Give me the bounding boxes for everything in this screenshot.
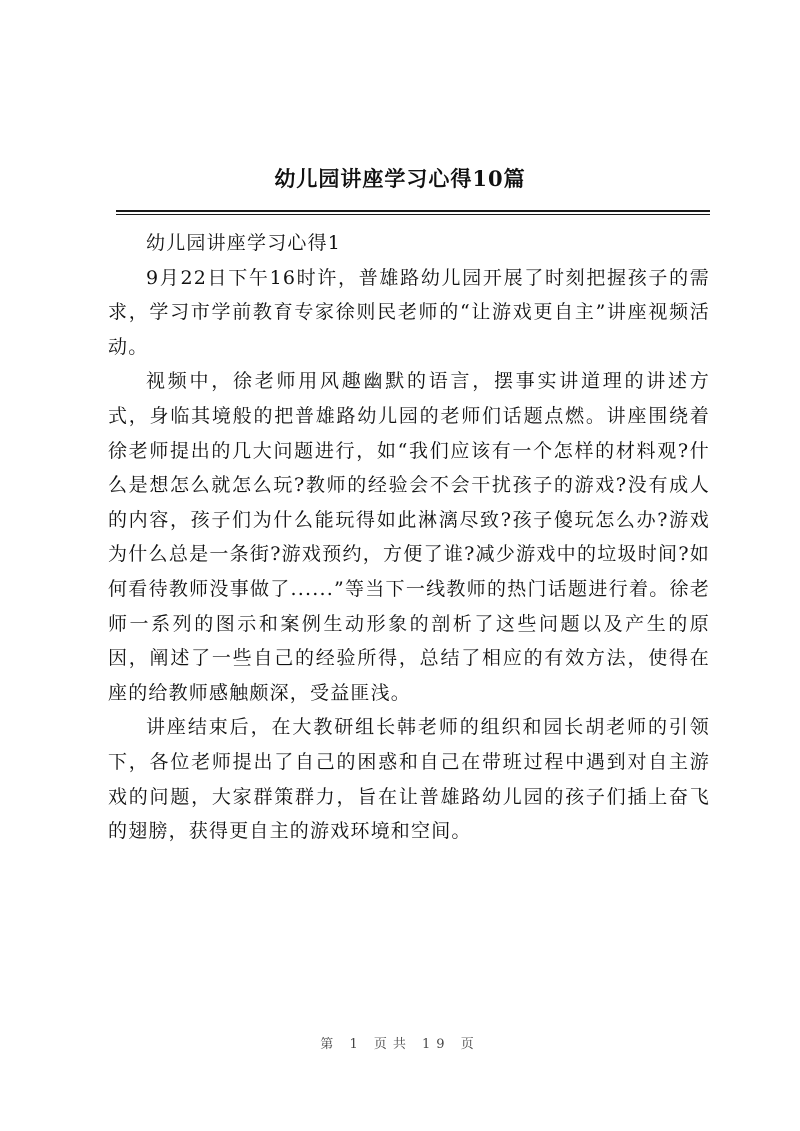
document-title: 幼儿园讲座学习心得10篇 — [274, 166, 526, 191]
section-heading: 幼儿园讲座学习心得1 — [146, 232, 342, 254]
title-divider-thick — [116, 210, 710, 212]
body-paragraph-2: 视频中，徐老师用风趣幽默的语言，摆事实讲道理的讲述方式，身临其境般的把普雄路幼儿园的老师们话题点燃。讲座围绕着徐老师提出的几大问题进行，如“我们应该有一个怎样的材料观?什么是想怎么就怎么玩?教师的经验会不会干扰孩子的游戏?没有成人的内容，孩子们为什么能玩得如此淋漓尽致?孩子傻玩怎么办?游戏为什么总是一条街?游戏预约，方便了谁?减少游戏中的垃圾时间?如何看待教师没事做了......”等当下一线教师的热门话题进行着。徐老师一系列的图示和案例生动形象的剖析了这些问题以及产生的原因，阐述了一些自己的经验所得，总结了相应的有效方法，使得在座的给教师感触颇深，受益匪浅。 — [108, 370, 710, 704]
document-body — [108, 226, 710, 849]
body-paragraph-3: 讲座结束后，在大教研组长韩老师的组织和园长胡老师的引领下，各位老师提出了自己的困惑和自己在带班过程中遇到对自主游戏的问题，大家群策群力，旨在让普雄路幼儿园的孩子们插上奋飞的翅膀，获得更自主的游戏环境和空间。 — [108, 716, 710, 843]
footer-total-pages: 19 — [422, 1037, 451, 1052]
footer-label-page: 第 — [320, 1037, 340, 1052]
page-footer — [0, 1033, 800, 1052]
title-divider-thin — [116, 214, 710, 215]
footer-label-total-prefix: 页共 — [373, 1037, 412, 1052]
footer-label-total-suffix: 页 — [460, 1037, 480, 1052]
body-paragraph-1: 9月22日下午16时许，普雄路幼儿园开展了时刻把握孩子的需求，学习市学前教育专家徐则民老师的“让游戏更自主”讲座视频活动。 — [108, 266, 710, 358]
footer-current-page: 1 — [349, 1037, 364, 1052]
